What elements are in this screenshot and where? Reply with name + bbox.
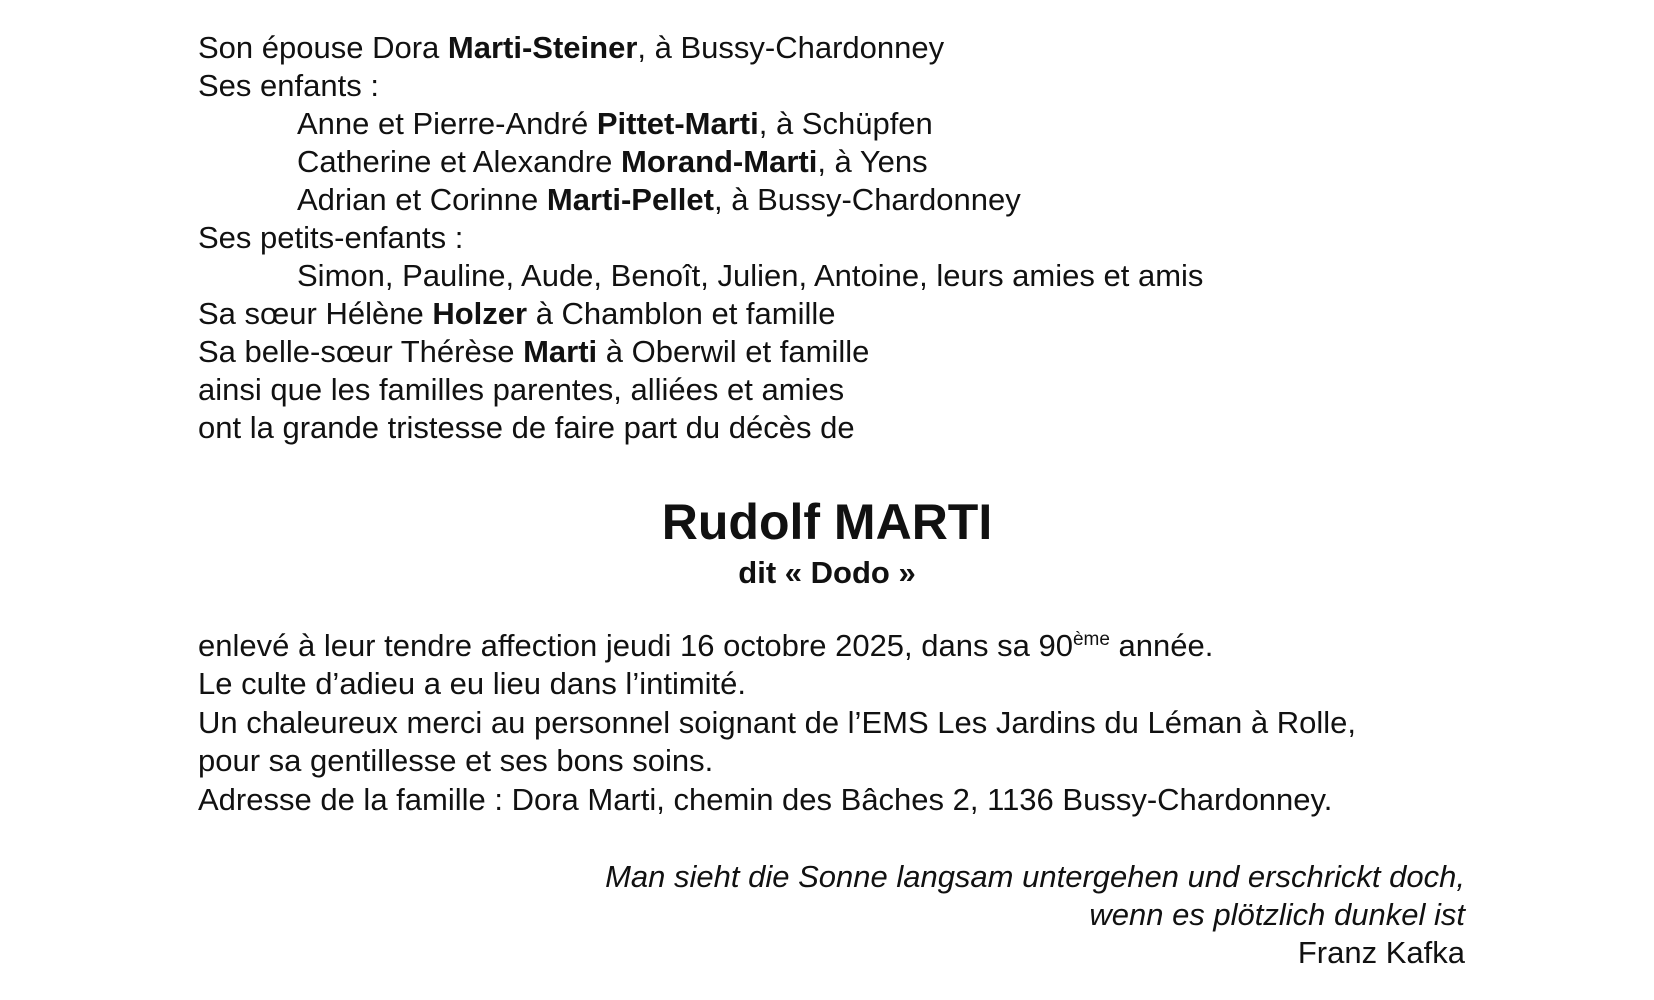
child-location: , à Yens — [817, 144, 928, 179]
grandchildren-heading: Ses petits-enfants : — [198, 220, 464, 255]
announcement-line: ont la grande tristesse de faire part du décès de — [198, 410, 855, 445]
sister-in-law-line — [198, 333, 869, 371]
sister-location: à Chamblon et famille — [527, 296, 836, 331]
quote-author: Franz Kafka — [1297, 935, 1465, 970]
thanks-line: Un chaleureux merci au personnel soignant de l’EMS Les Jardins du Léman à Rolle, — [198, 705, 1356, 740]
passing-text-end: année. — [1109, 628, 1214, 663]
child-names: Anne et Pierre-André — [297, 106, 597, 141]
sister-line — [198, 295, 836, 333]
thanks-line: pour sa gentillesse et ses bons soins. — [198, 743, 714, 778]
passing-text: enlevé à leur tendre affection jeudi 16 octobre 2025, dans sa 90 — [198, 628, 1073, 663]
child-surname: Pittet-Marti — [596, 106, 759, 141]
child-line — [297, 105, 933, 143]
child-surname: Marti-Pellet — [546, 182, 714, 217]
spouse-location: , à Bussy-Chardonney — [637, 30, 945, 65]
deceased-name: Rudolf MARTI — [661, 494, 993, 550]
quote-line: Man sieht die Sonne langsam untergehen und erschrickt doch, — [605, 859, 1465, 894]
quote-line: wenn es plötzlich dunkel ist — [1089, 897, 1465, 932]
child-surname: Morand-Marti — [621, 144, 818, 179]
relatives-line: ainsi que les familles parentes, alliées et amies — [198, 372, 845, 407]
sister-in-law-location: à Oberwil et famille — [597, 334, 870, 369]
child-names: Adrian et Corinne — [297, 182, 547, 217]
spouse-line — [198, 29, 944, 67]
ordinal-suffix: ème — [1072, 629, 1110, 650]
deceased-nickname: dit « Dodo » — [738, 555, 916, 590]
sister-prefix: Sa sœur Hélène — [198, 296, 433, 331]
spouse-prefix: Son épouse Dora — [198, 30, 448, 65]
spouse-surname: Marti-Steiner — [447, 30, 638, 65]
sister-in-law-prefix: Sa belle-sœur Thérèse — [198, 334, 524, 369]
child-line — [297, 143, 928, 181]
child-names: Catherine et Alexandre — [297, 144, 621, 179]
child-line — [297, 181, 1021, 219]
sister-surname: Holzer — [432, 296, 528, 331]
family-address: Adresse de la famille : Dora Marti, chemin des Bâches 2, 1136 Bussy-Chardonney. — [198, 782, 1333, 817]
sister-in-law-surname: Marti — [523, 334, 598, 369]
service-line: Le culte d’adieu a eu lieu dans l’intimité. — [198, 666, 747, 701]
children-heading: Ses enfants : — [198, 68, 379, 103]
child-location: , à Schüpfen — [758, 106, 933, 141]
grandchildren-line: Simon, Pauline, Aude, Benoît, Julien, Antoine, leurs amies et amis — [297, 258, 1204, 293]
child-location: , à Bussy-Chardonney — [713, 182, 1021, 217]
passing-line — [198, 627, 1213, 665]
